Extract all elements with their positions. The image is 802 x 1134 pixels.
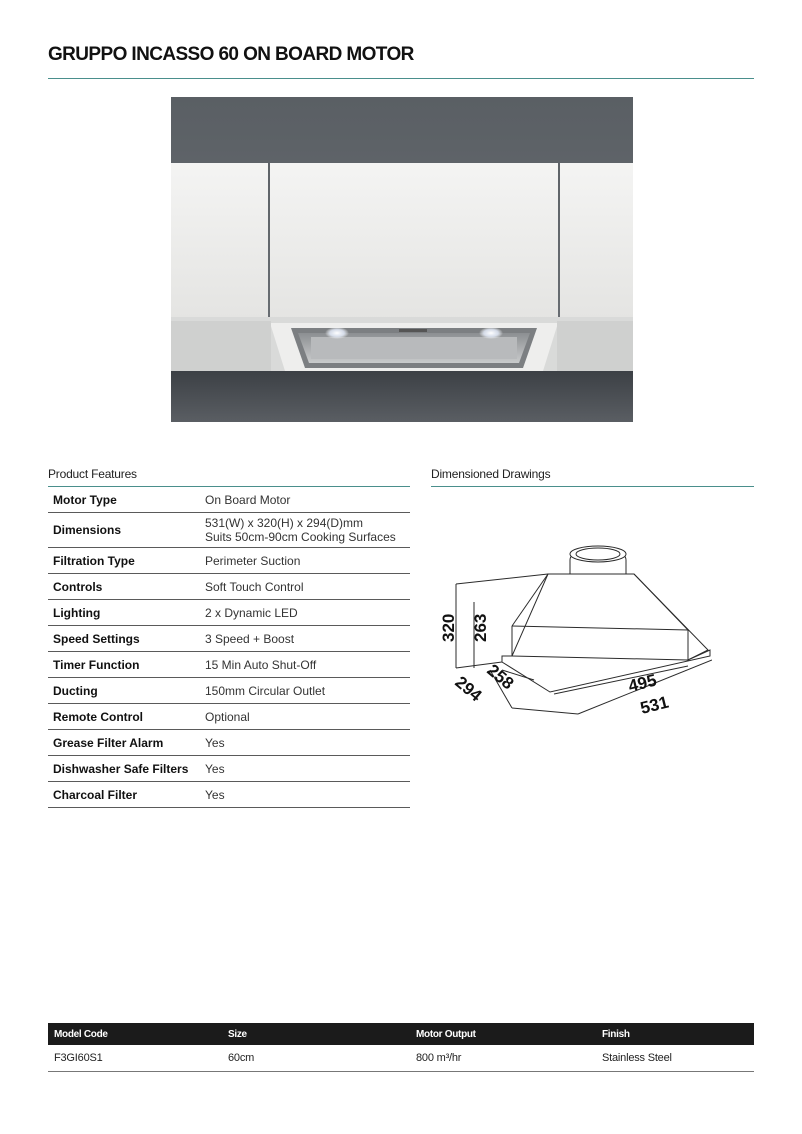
title-divider — [48, 78, 754, 79]
feature-value-line: Suits 50cm-90cm Cooking Surfaces — [205, 530, 396, 544]
dim-depth-total: 294 — [451, 672, 486, 706]
feature-value — [205, 516, 410, 544]
feature-label: Remote Control — [53, 709, 143, 724]
header-motor-output: Motor Output — [416, 1028, 476, 1040]
feature-row — [48, 782, 410, 808]
dim-height-body: 263 — [471, 613, 490, 642]
header-finish: Finish — [602, 1028, 630, 1040]
dim-width-body: 495 — [626, 670, 659, 696]
feature-row — [48, 600, 410, 626]
feature-value — [205, 580, 410, 594]
feature-value-line: 3 Speed + Boost — [205, 631, 295, 646]
feature-value — [205, 606, 410, 620]
feature-row — [48, 652, 410, 678]
dim-depth-body: 258 — [483, 660, 518, 694]
dim-width-total: 531 — [638, 692, 671, 718]
cell-size: 60cm — [228, 1052, 255, 1064]
feature-value-line: Soft Touch Control — [205, 579, 304, 594]
feature-label: Filtration Type — [53, 553, 135, 568]
feature-value-line: Yes — [205, 761, 225, 776]
feature-value — [205, 684, 410, 698]
features-table — [48, 487, 410, 808]
feature-label: Dimensions — [53, 523, 122, 537]
feature-value-line: Optional — [205, 709, 250, 724]
table-row — [48, 1045, 754, 1072]
feature-value — [205, 493, 410, 507]
feature-label: Timer Function — [53, 657, 140, 672]
dim-height-total: 320 — [439, 613, 458, 642]
drawings-section-label: Dimensioned Drawings — [431, 467, 551, 481]
feature-value — [205, 788, 410, 802]
feature-row — [48, 513, 410, 548]
feature-value — [205, 762, 410, 776]
feature-value — [205, 658, 410, 672]
feature-value — [205, 736, 410, 750]
page-title: GRUPPO INCASSO 60 ON BOARD MOTOR — [48, 44, 414, 65]
dimension-drawing — [432, 530, 712, 730]
feature-row — [48, 704, 410, 730]
feature-row — [48, 574, 410, 600]
feature-row — [48, 548, 410, 574]
feature-label: Ducting — [53, 683, 98, 698]
feature-row — [48, 730, 410, 756]
feature-label: Controls — [53, 579, 103, 594]
feature-label: Lighting — [53, 605, 101, 620]
feature-value — [205, 710, 410, 724]
feature-label: Grease Filter Alarm — [53, 735, 164, 750]
features-section-label: Product Features — [48, 467, 137, 481]
feature-row — [48, 756, 410, 782]
feature-value-line: Yes — [205, 735, 225, 750]
feature-row — [48, 626, 410, 652]
feature-value-line: On Board Motor — [205, 492, 291, 507]
cell-finish: Stainless Steel — [602, 1052, 672, 1064]
cell-model-code: F3GI60S1 — [54, 1052, 103, 1064]
feature-value — [205, 554, 410, 568]
feature-value-line: 15 Min Auto Shut-Off — [205, 657, 317, 672]
feature-value-line: Yes — [205, 787, 225, 802]
product-photo — [171, 97, 633, 422]
feature-value — [205, 632, 410, 646]
header-size: Size — [228, 1028, 247, 1040]
feature-row — [48, 487, 410, 513]
cell-motor-output: 800 m³/hr — [416, 1052, 462, 1064]
feature-value-line: Perimeter Suction — [205, 553, 301, 568]
spec-table-header — [48, 1023, 754, 1045]
feature-value-line: 531(W) x 320(H) x 294(D)mm — [205, 516, 364, 530]
feature-label: Speed Settings — [53, 631, 140, 646]
feature-row — [48, 678, 410, 704]
header-model-code: Model Code — [54, 1028, 108, 1040]
feature-label: Dishwasher Safe Filters — [53, 761, 189, 776]
feature-label: Charcoal Filter — [53, 787, 138, 802]
feature-value-line: 150mm Circular Outlet — [205, 683, 326, 698]
drawings-divider — [431, 486, 754, 487]
feature-value-line: 2 x Dynamic LED — [205, 605, 298, 620]
feature-label: Motor Type — [53, 492, 117, 507]
model-spec-table — [48, 1023, 754, 1072]
